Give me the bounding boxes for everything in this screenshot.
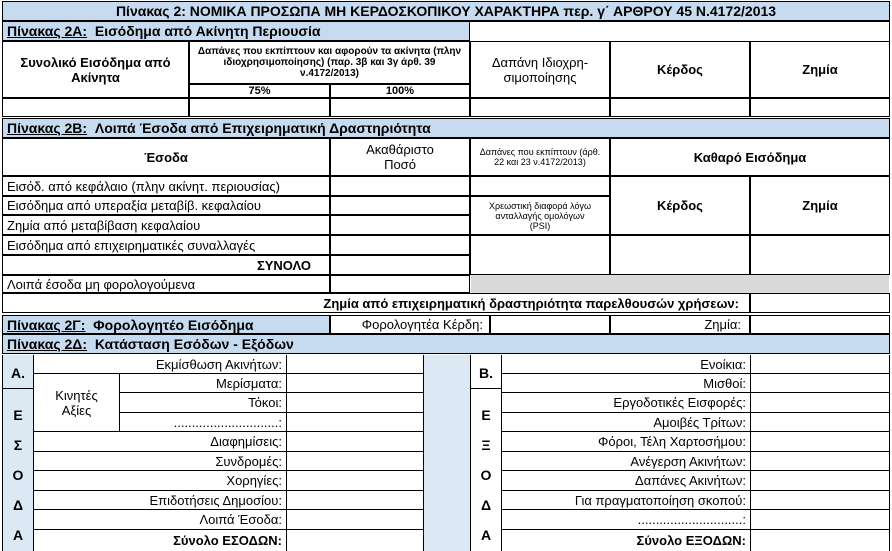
t2b-row-deductible[interactable]	[470, 176, 610, 196]
t2a-profit-text: Κέρδος	[657, 62, 703, 77]
t2b-total-text: ΣΥΝΟΛΟ	[256, 257, 311, 273]
t2d-right-row	[502, 471, 750, 491]
t2a-input-loss[interactable]	[750, 98, 890, 117]
t2d-right-row	[502, 355, 750, 374]
page-title	[2, 1, 890, 21]
t2b-heading: Λοιπά Έσοδα από Επιχειρηματική Δραστηριότητα	[94, 120, 431, 136]
t2d-left-row-4-text: Διαφημίσεις:	[210, 434, 282, 449]
t2d-left-row-8-text: Λοιπά Έσοδα:	[199, 512, 282, 527]
t2d-expense-letter: Ο	[480, 467, 492, 483]
t2d-right-row-4-text: Φόροι, Τέλη Χαρτοσήμου:	[597, 434, 746, 449]
t2d-left-row-3-text: .............................:	[173, 414, 282, 430]
t2b-label: Πίνακας 2Β:	[7, 120, 88, 136]
t2a-label: Πίνακας 2Α:	[7, 23, 88, 39]
t2d-section-a	[2, 357, 34, 389]
t2a-input-75[interactable]	[189, 98, 330, 117]
t2d-right-row	[502, 374, 750, 393]
t2b-prev-loss-input[interactable]	[750, 293, 890, 313]
t2d-label: Πίνακας 2Δ:	[7, 336, 88, 352]
t2d-income-letter: Δ	[12, 497, 24, 513]
t2d-income-vertical-word	[2, 400, 34, 550]
t2a-pct75	[189, 84, 330, 98]
t2a-heading: Εισόδημα από Ακίνητη Περιουσία	[94, 23, 321, 39]
t2a-total-income-header	[2, 41, 189, 98]
t2b-total-label	[2, 255, 330, 275]
t2d-left-row-5-text: Συνδρομές:	[215, 453, 282, 469]
t2d-income-letter: Σ	[13, 437, 23, 453]
t2b-prev-loss	[2, 293, 750, 313]
t2b-row-label	[2, 196, 330, 215]
t2a-input-profit[interactable]	[610, 98, 750, 117]
t2a-total-income-text: Συνολικό Εισόδημα από Ακίνητα	[20, 54, 171, 85]
t2b-gray-block	[471, 275, 889, 293]
t2c-heading: Φορολογητέο Εισόδημα	[93, 316, 254, 333]
t2b-deductible-header	[470, 138, 610, 176]
t2b-row-2-text: Ζημία από μεταβίβαση κεφαλαίου	[7, 217, 201, 233]
t2a-expenses-text: Δαπάνες που εκπίπτουν και αφορούν τα ακίνητα (πλην ιδιοχρησιμοποίησης) (παρ. 3β και 3γ άρθ. 39 ν.4172/2013)	[197, 46, 462, 79]
t2d-expense-letter: Δ	[480, 497, 492, 513]
t2b-row-1-text: Εισόδημα από υπεραξία μεταβίβ. κεφαλαίου	[7, 198, 261, 213]
t2d-left-row-0-text: Εκμίσθωση Ακινήτων:	[155, 356, 282, 372]
t2a-header-spacer	[470, 21, 890, 41]
t2d-income-letter: Α	[12, 527, 24, 543]
t2a-self-use	[470, 41, 610, 98]
t2b-fx-diff	[470, 196, 610, 235]
t2d-left-row	[120, 413, 286, 432]
t2a-loss	[750, 41, 890, 98]
t2d-left-total-text: Σύνολο ΕΣΟΔΩΝ:	[173, 533, 282, 548]
t2d-right-row-1-text: Μισθοί:	[703, 375, 746, 391]
t2d-section-b-text: Β.	[479, 364, 493, 381]
t2d-expense-labels	[502, 355, 750, 551]
t2a-loss-text: Ζημία	[802, 62, 838, 77]
t2b-row-label	[2, 215, 330, 235]
t2d-left-row	[34, 510, 286, 530]
t2d-left-row-2-text: Τόκοι:	[248, 395, 282, 410]
t2d-income-letter: Ο	[12, 467, 24, 483]
t2b-income-text: Έσοδα	[144, 149, 188, 165]
t2d-left-row	[34, 355, 286, 374]
t2d-right-row-6-text: Δαπάνες Ακινήτων:	[635, 473, 746, 488]
t2d-left-row	[34, 432, 286, 452]
t2b-other-untaxed	[2, 275, 330, 293]
t2c-loss-text: Ζημία:	[704, 317, 741, 332]
t2b-loss-input[interactable]	[750, 235, 890, 275]
t2d-right-row	[502, 413, 750, 432]
t2b-deductible-text: Δαπάνες που εκπίπτουν (άρθ. 22 και 23 ν.4172/2013)	[479, 147, 601, 167]
t2b-row-gross[interactable]	[330, 176, 470, 196]
t2b-row-label	[2, 176, 330, 196]
t2d-left-row	[120, 393, 286, 413]
t2b-row-gross[interactable]	[330, 196, 470, 215]
t2a-expenses-header	[189, 41, 470, 84]
t2b-row-3-text: Εισόδημα από επιχειρηματικές συναλλαγές	[7, 237, 256, 253]
t2d-right-row-8-text: .............................:	[637, 512, 746, 527]
t2d-right-row-0-text: Ενοίκια:	[700, 356, 746, 372]
t2b-loss	[750, 176, 890, 235]
t2b-profit	[610, 176, 750, 235]
t2b-profit-input[interactable]	[610, 235, 750, 275]
t2b-other-untaxed-input[interactable]	[330, 275, 470, 293]
t2a-profit	[610, 41, 750, 98]
t2b-net-income-header	[610, 138, 890, 176]
t2d-heading: Κατάσταση Εσόδων - Εξόδων	[94, 336, 294, 352]
t2d-movables	[34, 374, 120, 432]
t2d-right-total	[502, 530, 750, 551]
t2d-left-row	[34, 452, 286, 471]
t2d-section-b	[470, 357, 502, 389]
t2b-row-label	[2, 235, 330, 255]
t2d-right-row	[502, 452, 750, 471]
t2b-header	[2, 118, 890, 138]
t2b-loss-text: Ζημία	[802, 198, 838, 213]
t2d-header	[2, 334, 890, 354]
t2c-taxable-profit-label	[330, 315, 490, 334]
t2d-right-row	[502, 393, 750, 413]
t2d-right-row	[502, 432, 750, 452]
t2d-middle-gap	[424, 355, 470, 551]
t2d-right-row-5-text: Ανέγερση Ακινήτων:	[630, 453, 746, 469]
t2d-right-row	[502, 510, 750, 530]
t2a-header	[2, 21, 470, 41]
t2b-profit-text: Κέρδος	[657, 198, 703, 213]
t2d-right-total-text: Σύνολο ΕΞΟΔΩΝ:	[636, 533, 746, 548]
t2d-expense-letter: Ε	[481, 407, 491, 423]
t2a-input-total[interactable]	[2, 98, 189, 117]
t2b-gross-header	[330, 138, 470, 176]
t2a-pct75-text: 75%	[248, 85, 271, 97]
t2c-loss-input[interactable]	[750, 315, 890, 334]
t2d-left-total	[34, 530, 286, 551]
t2c-taxable-profit-input[interactable]	[490, 315, 610, 334]
t2b-net-income-text: Καθαρό Εισόδημα	[693, 149, 807, 165]
t2d-right-row-7-text: Για πραγματοποίηση σκοπού:	[574, 492, 746, 508]
t2d-income-letter: Ε	[13, 407, 23, 423]
title-text: Πίνακας 2: ΝΟΜΙΚΑ ΠΡΟΣΩΠΑ ΜΗ ΚΕΡΔΟΣΚΟΠΙΚΟΥ ΧΑΡΑΚΤΗΡΑ περ. γ΄ ΑΡΘΡΟΥ 45 Ν.4172/2013	[115, 3, 777, 19]
t2d-expense-values[interactable]	[750, 355, 890, 551]
t2b-income-header	[2, 138, 330, 176]
t2d-expense-letter: Ξ	[481, 437, 491, 453]
t2c-taxable-profit-text: Φορολογητέα Κέρδη:	[361, 317, 483, 332]
t2d-expense-letter: Α	[480, 527, 492, 543]
t2d-left-row-1-text: Μερίσματα:	[215, 375, 282, 391]
t2d-left-row	[34, 471, 286, 491]
t2d-left-row-7-text: Επιδοτήσεις Δημοσίου:	[149, 492, 282, 508]
t2b-prev-loss-text: Ζημία από επιχειρηματική δραστηριότητα παρελθουσών χρήσεων:	[323, 295, 739, 311]
t2c-label: Πίνακας 2Γ:	[7, 316, 86, 333]
t2d-left-row-6-text: Χορηγίες:	[226, 473, 282, 488]
t2d-section-a-text: Α.	[11, 364, 25, 381]
t2d-movables-text: Κινητές Αξίες	[55, 387, 98, 418]
t2a-pct100-text: 100%	[385, 85, 415, 97]
t2b-row-gross[interactable]	[330, 235, 470, 255]
t2a-input-self-use[interactable]	[470, 98, 610, 117]
t2d-left-row	[34, 491, 286, 510]
t2d-right-row-2-text: Εργοδοτικές Εισφορές:	[613, 395, 746, 410]
t2d-right-row	[502, 491, 750, 510]
t2a-pct100	[330, 84, 470, 98]
t2d-right-row-3-text: Αμοιβές Τρίτων:	[653, 414, 746, 430]
t2b-fx-diff-text: Χρεωστική διαφορά λόγω ανταλλαγής ομολόγων (PSI)	[488, 200, 592, 231]
t2b-row-0-text: Εισόδ. από κεφάλαιο (πλην ακίνητ. περιουσίας)	[7, 178, 280, 194]
t2b-fx-diff-input[interactable]	[470, 235, 610, 275]
t2a-input-100[interactable]	[330, 98, 470, 117]
t2c-header	[2, 315, 330, 334]
t2d-expense-vertical-word	[470, 400, 502, 550]
t2b-other-untaxed-text: Λοιπά έσοδα μη φορολογούμενα	[7, 276, 196, 292]
t2a-self-use-text: Δαπάνη Ιδιοχρη-σιμοποίησης	[491, 54, 589, 85]
t2b-gross-text: Ακαθάριστο Ποσό	[366, 142, 434, 172]
t2d-left-row	[120, 374, 286, 393]
t2b-row-gross[interactable]	[330, 215, 470, 235]
t2c-loss-label	[610, 315, 750, 334]
t2d-income-values[interactable]	[286, 355, 424, 551]
t2b-total-input[interactable]	[330, 255, 470, 275]
